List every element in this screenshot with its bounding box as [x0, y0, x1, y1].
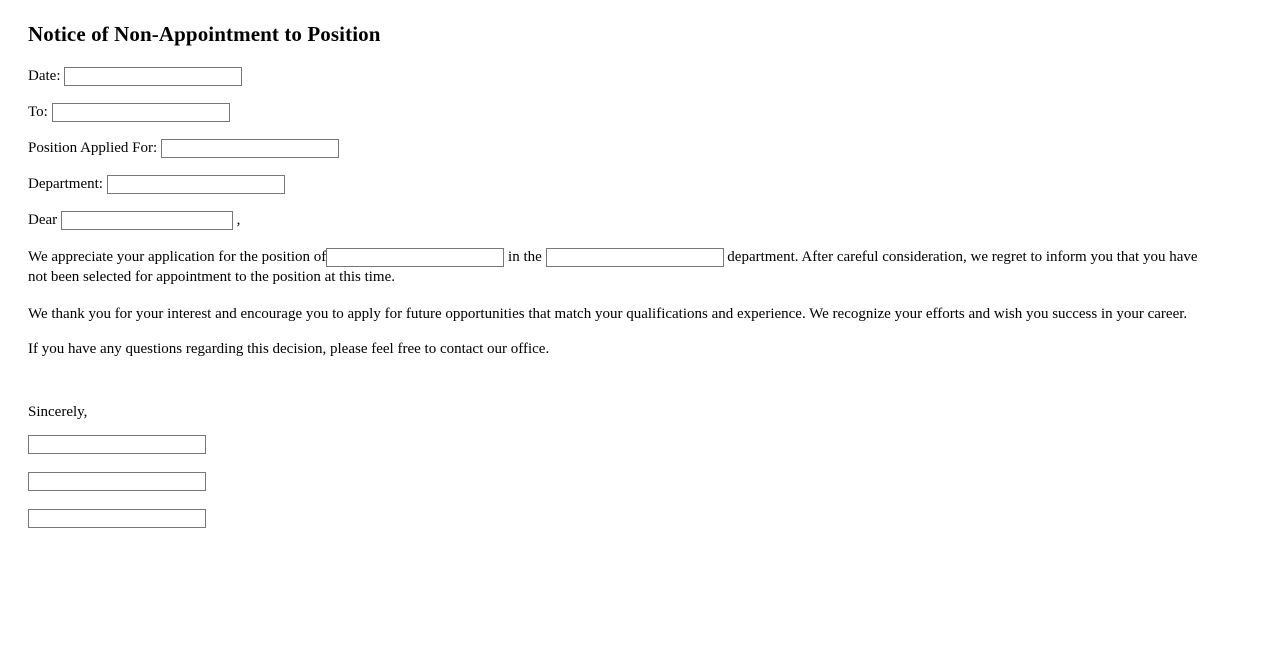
- dear-comma: ,: [236, 212, 241, 228]
- to-input[interactable]: [52, 103, 230, 122]
- department-label: Department:: [28, 176, 103, 192]
- paragraph-1-text-part-3: department. After careful consideration, we regret to inform you that you have not been selected for appointment to the position at this time.: [28, 249, 1198, 286]
- field-row-position-applied-for: [28, 139, 1250, 158]
- position-applied-for-label: Position Applied For:: [28, 140, 158, 156]
- signature-name-input[interactable]: [28, 435, 206, 454]
- field-row-dear: [28, 211, 1250, 230]
- signature-row-1: [28, 435, 1250, 454]
- dear-input[interactable]: [61, 211, 233, 230]
- field-row-to: [28, 103, 1250, 122]
- inline-position-input[interactable]: [326, 248, 504, 267]
- department-input[interactable]: [107, 175, 285, 194]
- signature-row-2: [28, 472, 1250, 491]
- position-applied-for-input[interactable]: [161, 139, 339, 158]
- paragraph-1: [28, 247, 1220, 288]
- paragraph-1-text-part-1: We appreciate your application for the position of: [28, 249, 327, 265]
- to-label: To:: [28, 104, 48, 120]
- date-label: Date:: [28, 68, 61, 84]
- signature-organization-input[interactable]: [28, 509, 206, 528]
- date-input[interactable]: [64, 67, 242, 86]
- paragraph-2: We thank you for your interest and encourage you to apply for future opportunities that match your qualifications and experience. We recognize your efforts and wish you success in your career.: [28, 305, 1188, 322]
- paragraph-1-text-part-2: in the: [508, 249, 542, 265]
- closing-salutation: Sincerely,: [28, 404, 88, 421]
- field-row-department: [28, 175, 1250, 194]
- inline-department-input[interactable]: [546, 248, 724, 267]
- dear-label: Dear: [28, 212, 58, 228]
- paragraph-3: If you have any questions regarding this decision, please feel free to contact our office.: [28, 340, 550, 357]
- field-row-date: [28, 67, 1250, 86]
- page-title: Notice of Non-Appointment to Position: [28, 22, 381, 46]
- signature-row-3: [28, 509, 1250, 528]
- signature-title-input[interactable]: [28, 472, 206, 491]
